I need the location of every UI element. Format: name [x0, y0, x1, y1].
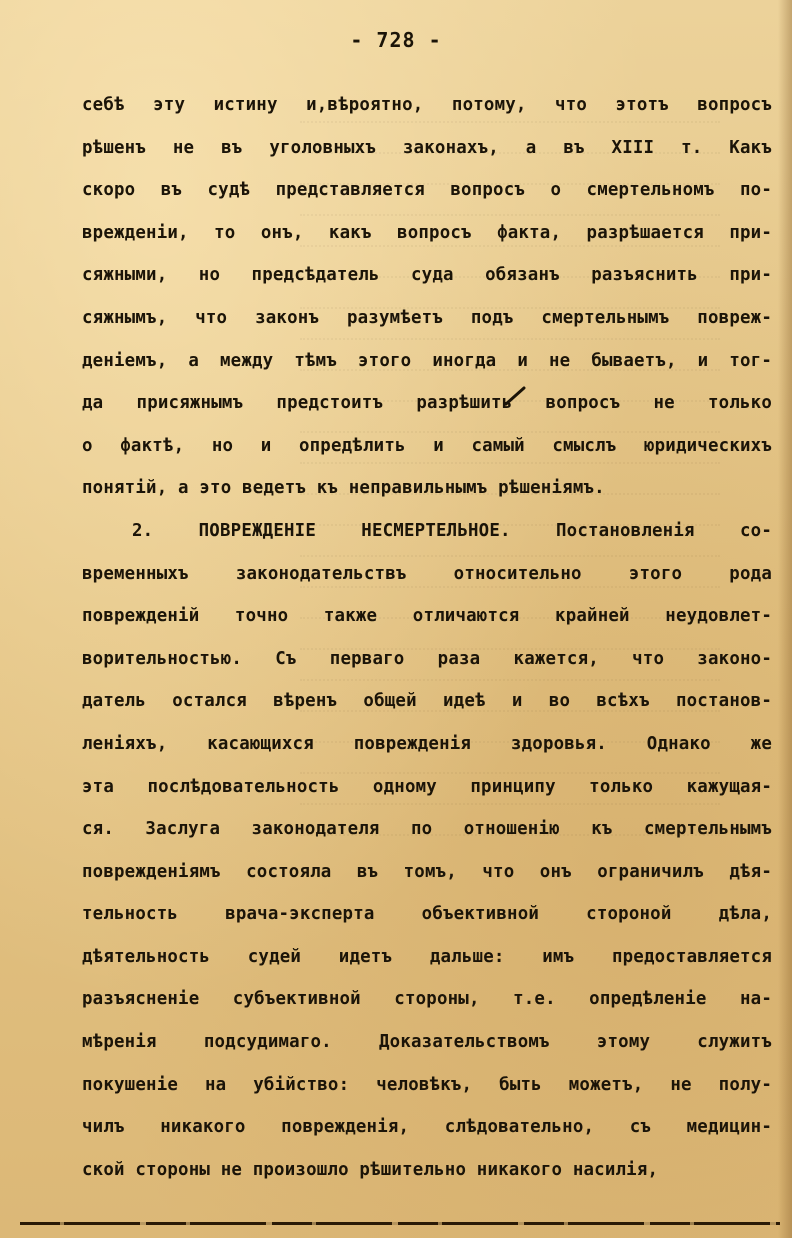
text-line: леніяхъ, касающихся поврежденія здоровья. Однако же: [82, 733, 772, 754]
text-line: ской стороны не произошло рѣшительно никакого насилія,: [82, 1159, 659, 1180]
body-text: [82, 92, 772, 1199]
text-line: тельность врача-эксперта объективной стороной дѣла,: [82, 904, 772, 925]
text-line: рѣшенъ не въ уголовныхъ законахъ, а въ XIII т. Какъ: [82, 137, 772, 158]
text-line: поврежденій точно также отличаются крайней неудовлет-: [82, 606, 772, 627]
text-line: временныхъ законодательствъ относительно этого рода: [82, 563, 772, 584]
page-number: - 728 -: [350, 28, 442, 52]
text-line: поврежденіямъ состояла въ томъ, что онъ ограничилъ дѣя-: [82, 861, 772, 882]
text-line: скоро въ судѣ представляется вопросъ о смертельномъ по-: [82, 180, 772, 201]
pen-mark: [504, 384, 528, 408]
text-line: датель остался вѣренъ общей идеѣ и во всѣхъ постанов-: [82, 691, 772, 712]
text-line: эта послѣдовательность одному принципу только кажущая-: [82, 776, 772, 797]
text-line: да присяжнымъ предстоитъ разрѣшить вопросъ не только: [82, 393, 772, 414]
text-line: врежденіи, то онъ, какъ вопросъ факта, разрѣшается при-: [82, 222, 772, 243]
text-line: деніемъ, а между тѣмъ этого иногда и не бываетъ, и тог-: [82, 350, 772, 371]
text-line: мѣренія подсудимаго. Доказательствомъ этому служитъ: [82, 1032, 772, 1053]
page-edge-shadow: [778, 0, 792, 1238]
text-line: себѣ эту истину и,вѣроятно, потому, что этотъ вопросъ: [82, 95, 772, 115]
text-line: ворительностью. Съ перваго раза кажется, что законо-: [82, 648, 772, 669]
text-line: покушеніе на убійство: человѣкъ, быть можетъ, не полу-: [82, 1074, 772, 1095]
text-line: сяжными, но предсѣдатель суда обязанъ разъяснить при-: [82, 265, 772, 286]
section-heading-line: 2. ПОВРЕЖДЕНІЕ НЕСМЕРТЕЛЬНОЕ. Постановленія со-: [132, 520, 772, 541]
text-line: сяжнымъ, что законъ разумѣетъ подъ смертельнымъ повреж-: [82, 307, 772, 328]
text-line: о фактѣ, но и опредѣлить и самый смыслъ юридическихъ: [82, 435, 772, 456]
text-line: чилъ никакого поврежденія, слѣдовательно, съ медицин-: [82, 1117, 772, 1138]
text-line: разъясненіе субъективной стороны, т.е. опредѣленіе на-: [82, 989, 772, 1010]
text-line: понятій, а это ведетъ къ неправильнымъ рѣшеніямъ.: [82, 478, 605, 499]
text-line: дѣятельность судей идетъ дальше: имъ предоставляется: [82, 946, 772, 967]
text-line: ся. Заслуга законодателя по отношенію къ смертельнымъ: [82, 819, 772, 840]
bottom-rule: [20, 1222, 780, 1225]
